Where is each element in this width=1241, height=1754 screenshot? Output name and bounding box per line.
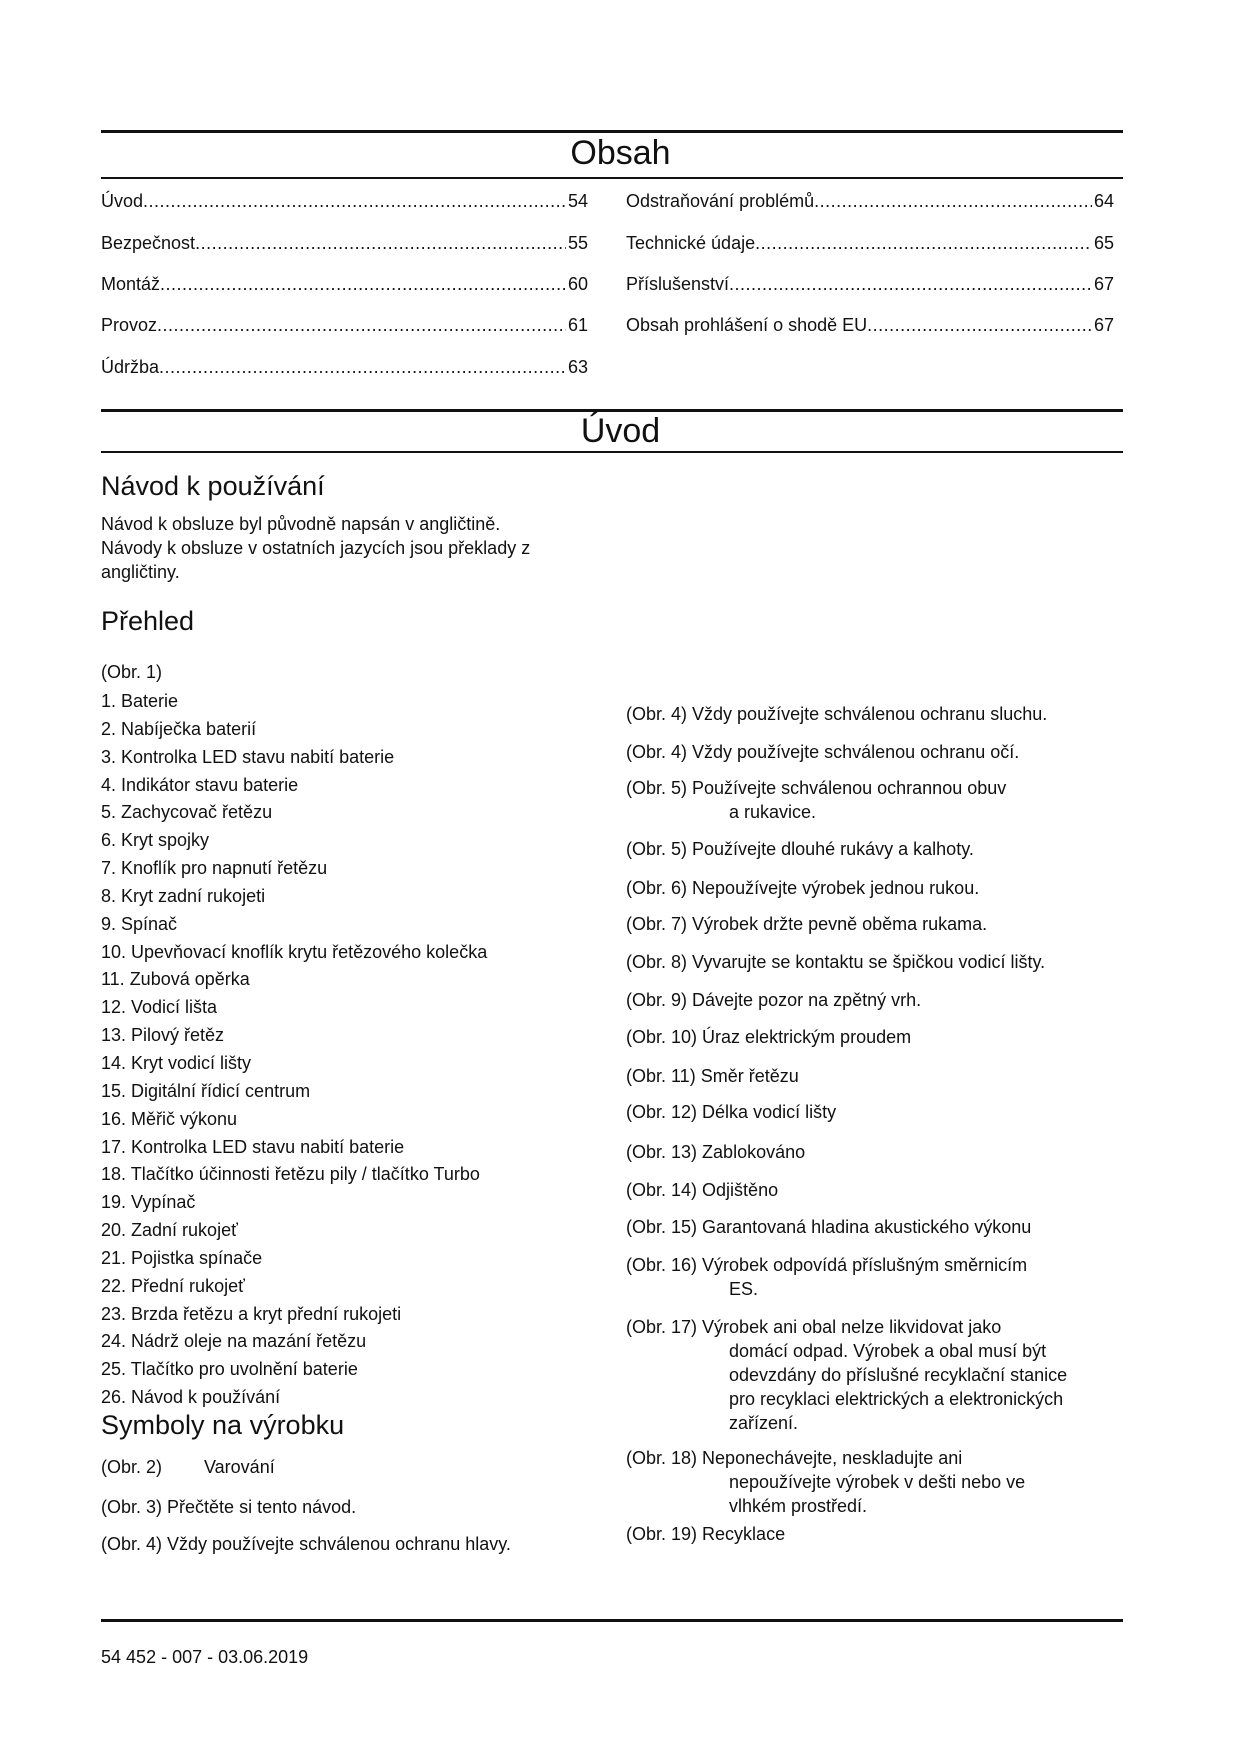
symbol-text: Vyvarujte se kontaktu se špičkou vodicí lišty. xyxy=(692,952,1046,972)
symbol-first-line xyxy=(626,1100,1126,1124)
toc-entry-page: 67 xyxy=(1093,274,1114,294)
symbol-entry xyxy=(626,1253,1126,1301)
symbol-figure-ref: (Obr. 17) xyxy=(626,1317,698,1337)
toc-entry xyxy=(101,274,588,295)
overview-figure-ref: (Obr. 1) xyxy=(101,662,163,682)
symbol-figure-ref: (Obr. 5) xyxy=(626,839,688,859)
list-item: 5. Zachycovač řetězu xyxy=(101,802,273,823)
symbol-entry xyxy=(626,1446,1126,1518)
symbol-figure-ref: (Obr. 4) xyxy=(626,742,688,762)
toc-leader-dots xyxy=(157,315,566,336)
page-footer xyxy=(101,1647,308,1668)
list-item: 15. Digitální řídicí centrum xyxy=(101,1080,311,1101)
list-item: 9. Spínač xyxy=(101,913,178,934)
toc-entry-page: 64 xyxy=(1093,191,1114,211)
symbol-text: Používejte schválenou ochrannou obuv xyxy=(692,778,1007,798)
symbol-entry xyxy=(626,702,1126,726)
parts-list xyxy=(101,689,487,1413)
symbol-figure-ref: (Obr. 12) xyxy=(626,1102,698,1122)
symbol-text: Garantovaná hladina akustického výkonu xyxy=(702,1217,1032,1237)
symbol-text: Nepoužívejte výrobek jednou rukou. xyxy=(692,878,980,898)
symbol-text: Výrobek držte pevně oběma rukama. xyxy=(692,914,988,934)
list-item: 20. Zadní rukojeť xyxy=(101,1220,238,1241)
toc-leader-dots xyxy=(755,233,1092,254)
intro-bottom-rule xyxy=(101,451,1123,453)
symbol-figure-ref: (Obr. 5) xyxy=(626,778,688,798)
symbol-figure-ref: (Obr. 6) xyxy=(626,878,688,898)
page-number: 54 xyxy=(101,1647,122,1667)
toc-entry xyxy=(101,233,588,254)
toc-entry-page: 60 xyxy=(567,274,588,294)
symbol-first-line xyxy=(626,950,1126,974)
list-item: 25. Tlačítko pro uvolnění baterie xyxy=(101,1359,358,1380)
symbol-figure-ref: (Obr. 4) xyxy=(101,1534,163,1554)
symbol-text: Vždy používejte schválenou ochranu hlavy. xyxy=(167,1534,511,1554)
symbol-entry xyxy=(626,988,1126,1012)
symbol-entry xyxy=(626,1064,1126,1088)
intro-title: Úvod xyxy=(580,412,661,450)
symbol-first-line xyxy=(626,740,1126,764)
symbol-text: Směr řetězu xyxy=(700,1066,799,1086)
manual-heading: Návod k používání xyxy=(101,471,325,501)
symbol-entry xyxy=(626,1100,1126,1124)
toc-entry-page: 65 xyxy=(1093,233,1114,253)
toc-leader-dots xyxy=(729,274,1092,295)
list-item: 22. Přední rukojeť xyxy=(101,1275,245,1296)
toc-entry xyxy=(101,357,588,378)
list-item: 19. Vypínač xyxy=(101,1192,196,1213)
list-item: 10. Upevňovací knoflík krytu řetězového kolečka xyxy=(101,941,488,962)
symbol-first-line xyxy=(626,1064,1126,1088)
symbol-first-line xyxy=(626,876,1126,900)
symbol-entry xyxy=(101,1532,511,1556)
symbol-first-line xyxy=(626,1178,1126,1202)
symbol-figure-ref: (Obr. 8) xyxy=(626,952,688,972)
toc-entry-label: Montáž xyxy=(101,274,161,294)
symbol-text-continued: a rukavice. xyxy=(729,802,817,822)
symbol-text: Zablokováno xyxy=(702,1142,806,1162)
doc-reference: 452 - 007 - 03.06.2019 xyxy=(126,1647,309,1667)
list-item: 4. Indikátor stavu baterie xyxy=(101,774,299,795)
symbol-text: Výrobek odpovídá příslušným směrnicím xyxy=(702,1255,1028,1275)
symbol-first-line xyxy=(626,1315,1126,1339)
symbol-figure-ref: (Obr. 13) xyxy=(626,1142,698,1162)
toc-leader-dots xyxy=(160,274,566,295)
toc-entry-label: Provoz xyxy=(101,315,158,335)
symbol-text-continued: pro recyklaci elektrických a elektronických xyxy=(729,1389,1064,1409)
footer-rule xyxy=(101,1619,1123,1622)
symbol-text: Odjištěno xyxy=(702,1180,779,1200)
list-item: 7. Knoflík pro napnutí řetězu xyxy=(101,858,328,879)
symbol-first-line xyxy=(626,988,1126,1012)
symbol-entry xyxy=(626,1215,1126,1239)
symbol-figure-ref: (Obr. 7) xyxy=(626,914,688,934)
toc-entry xyxy=(101,191,588,212)
symbol-first-line xyxy=(626,1446,1126,1470)
symbol-entry xyxy=(626,1315,1126,1435)
symbol-text: Přečtěte si tento návod. xyxy=(167,1497,357,1517)
symbol-entry xyxy=(626,1522,1126,1546)
symbol-text-continued: vlhkém prostředí. xyxy=(729,1496,868,1516)
toc-entry-label: Obsah prohlášení o shodě EU xyxy=(626,315,868,335)
symbol-entry xyxy=(626,837,1126,861)
symbol-text: Délka vodicí lišty xyxy=(702,1102,837,1122)
symbol-text: Dávejte pozor na zpětný vrh. xyxy=(692,990,922,1010)
symbol-figure-ref: (Obr. 11) xyxy=(626,1066,696,1086)
list-item: 23. Brzda řetězu a kryt přední rukojeti xyxy=(101,1303,402,1324)
symbol-first-line xyxy=(626,702,1126,726)
list-item: 16. Měřič výkonu xyxy=(101,1108,238,1129)
list-item: 26. Návod k používání xyxy=(101,1387,281,1408)
toc-entry-label: Příslušenství xyxy=(626,274,730,294)
symbol-figure-ref: (Obr. 2) xyxy=(101,1457,163,1477)
symbol-entry xyxy=(626,912,1126,936)
list-item: 21. Pojistka spínače xyxy=(101,1247,263,1268)
symbol-text: Varování xyxy=(204,1457,275,1477)
list-item: 6. Kryt spojky xyxy=(101,830,210,851)
symbol-first-line xyxy=(626,1253,1126,1277)
symbol-first-line xyxy=(626,1140,1126,1164)
symbol-entry xyxy=(626,1178,1126,1202)
symbol-entry xyxy=(626,1025,1126,1049)
symbol-figure-ref: (Obr. 14) xyxy=(626,1180,698,1200)
toc-entry-label: Bezpečnost xyxy=(101,233,196,253)
list-item: 18. Tlačítko účinnosti řetězu pily / tlačítko Turbo xyxy=(101,1164,480,1185)
toc-entry xyxy=(626,315,1114,336)
symbol-text: Recyklace xyxy=(702,1524,786,1544)
symbol-text-continued: zařízení. xyxy=(729,1413,799,1433)
symbol-first-line xyxy=(626,837,1126,861)
symbol-figure-ref: (Obr. 3) xyxy=(101,1497,163,1517)
symbols-heading: Symboly na výrobku xyxy=(101,1410,345,1440)
symbol-first-line xyxy=(626,1215,1126,1239)
overview-heading: Přehled xyxy=(101,606,195,636)
toc-title: Obsah xyxy=(570,134,671,172)
toc-entry xyxy=(101,315,588,336)
list-item: 13. Pilový řetěz xyxy=(101,1025,225,1046)
list-item: 8. Kryt zadní rukojeti xyxy=(101,885,266,906)
list-item: 11. Zubová opěrka xyxy=(101,969,250,990)
symbol-text-continued: odevzdány do příslušné recyklační stanice xyxy=(729,1365,1068,1385)
list-item: 24. Nádrž oleje na mazání řetězu xyxy=(101,1331,367,1352)
toc-leader-dots xyxy=(143,191,566,212)
toc-entry-page: 54 xyxy=(567,191,588,211)
toc-entry xyxy=(626,191,1114,212)
symbol-text: Výrobek ani obal nelze likvidovat jako xyxy=(702,1317,1002,1337)
symbol-entry xyxy=(626,776,1126,824)
toc-leader-dots xyxy=(867,315,1092,336)
symbol-entry xyxy=(626,1140,1126,1164)
symbol-entry xyxy=(101,1455,275,1479)
toc-leader-dots xyxy=(814,191,1092,212)
symbol-first-line xyxy=(626,1522,1126,1546)
list-item: 3. Kontrolka LED stavu nabití baterie xyxy=(101,746,395,767)
list-item: 2. Nabíječka baterií xyxy=(101,718,257,739)
symbol-figure-ref: (Obr. 16) xyxy=(626,1255,698,1275)
list-item: 1. Baterie xyxy=(101,691,179,711)
toc-entry xyxy=(626,274,1114,295)
list-item: 12. Vodicí lišta xyxy=(101,997,218,1018)
manual-text: Návod k obsluze byl původně napsán v angličtině. Návody k obsluze v ostatních jazycích jsou překlady z angličtiny. xyxy=(101,514,531,582)
symbol-entry xyxy=(101,1495,356,1519)
toc-entry-label: Údržba xyxy=(101,357,160,377)
symbol-text: Úraz elektrickým proudem xyxy=(702,1027,912,1047)
list-item: 14. Kryt vodicí lišty xyxy=(101,1052,252,1073)
toc-entry-page: 61 xyxy=(567,315,588,335)
symbol-entry xyxy=(626,950,1126,974)
symbol-figure-ref: (Obr. 18) xyxy=(626,1448,698,1468)
toc-leader-dots xyxy=(159,357,566,378)
symbol-text-continued: domácí odpad. Výrobek a obal musí být xyxy=(729,1341,1047,1361)
symbol-text: Neponechávejte, neskladujte ani xyxy=(702,1448,963,1468)
toc-entry-page: 67 xyxy=(1093,315,1114,335)
toc-entry-page: 63 xyxy=(567,357,588,377)
symbol-text-continued: ES. xyxy=(729,1279,759,1299)
symbol-entry xyxy=(626,740,1126,764)
symbol-text: Vždy používejte schválenou ochranu sluchu. xyxy=(692,704,1048,724)
symbol-text: Vždy používejte schválenou ochranu očí. xyxy=(692,742,1020,762)
symbol-text: Používejte dlouhé rukávy a kalhoty. xyxy=(692,839,974,859)
toc-entry-page: 55 xyxy=(567,233,588,253)
symbol-figure-ref: (Obr. 10) xyxy=(626,1027,698,1047)
toc-entry xyxy=(626,233,1114,254)
toc-bottom-rule xyxy=(101,177,1123,179)
symbol-entry xyxy=(626,876,1126,900)
toc-top-rule xyxy=(101,130,1123,133)
toc-entry-label: Úvod xyxy=(101,191,144,211)
symbol-figure-ref: (Obr. 15) xyxy=(626,1217,698,1237)
list-item: 17. Kontrolka LED stavu nabití baterie xyxy=(101,1136,405,1157)
symbol-first-line xyxy=(626,912,1126,936)
toc-entry-label: Odstraňování problémů xyxy=(626,191,815,211)
symbol-figure-ref: (Obr. 9) xyxy=(626,990,688,1010)
toc-entry-label: Technické údaje xyxy=(626,233,756,253)
toc-leader-dots xyxy=(195,233,566,254)
symbol-figure-ref: (Obr. 19) xyxy=(626,1524,698,1544)
symbol-text-continued: nepoužívejte výrobek v dešti nebo ve xyxy=(729,1472,1026,1492)
symbol-first-line xyxy=(626,1025,1126,1049)
symbol-first-line xyxy=(626,776,1126,800)
symbol-figure-ref: (Obr. 4) xyxy=(626,704,688,724)
